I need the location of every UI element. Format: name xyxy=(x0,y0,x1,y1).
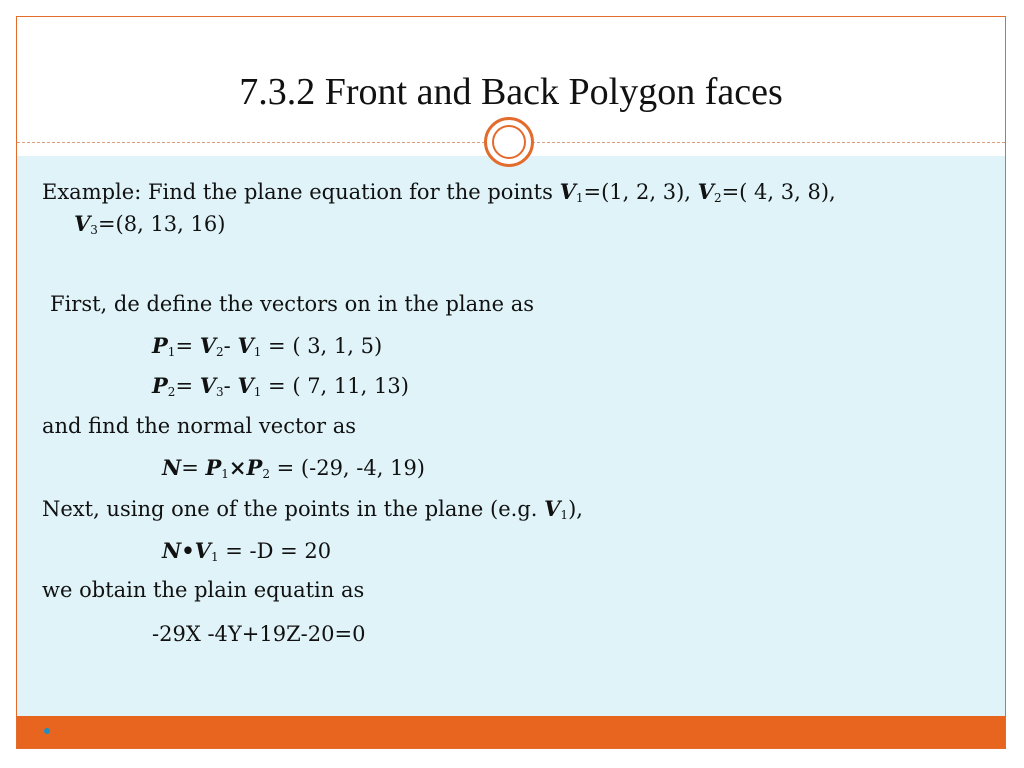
v2-subscript: 2 xyxy=(713,191,722,205)
v1-subscript: 1 xyxy=(575,191,584,205)
example-line xyxy=(42,178,836,206)
v3-subscript: 3 xyxy=(90,223,98,237)
next-line xyxy=(42,495,583,523)
p1-lhs-subscript: 1 xyxy=(167,345,176,359)
circle-ornament-inner xyxy=(492,125,526,159)
dot-equation xyxy=(162,537,331,565)
p2-eq: = xyxy=(175,374,200,398)
normal-a-symbol: P xyxy=(205,455,222,480)
v3-symbol: V xyxy=(74,211,91,236)
next-symbol: V xyxy=(544,496,561,521)
p1-eq: = xyxy=(175,334,200,358)
v1-symbol: V xyxy=(559,179,576,204)
normal-b-subscript: 2 xyxy=(262,467,270,481)
p2-a-symbol: V xyxy=(199,373,217,398)
p1-result: = ( 3, 1, 5) xyxy=(261,334,383,358)
dot-result: = -D = 20 xyxy=(218,539,332,563)
p2-b-symbol: V xyxy=(237,373,254,398)
p2-lhs-subscript: 2 xyxy=(167,385,176,399)
v2-value: =( 4, 3, 8), xyxy=(721,180,836,204)
p2-lhs-symbol: P xyxy=(152,373,168,398)
p1-minus: - xyxy=(223,334,238,358)
p1-a-symbol: V xyxy=(199,333,217,358)
v2-symbol: V xyxy=(697,179,714,204)
normal-cross: × xyxy=(228,455,247,480)
normal-a-subscript: 1 xyxy=(221,467,229,481)
p1-lhs-symbol: P xyxy=(152,333,168,358)
normal-lhs-symbol: N xyxy=(162,455,182,480)
p2-equation xyxy=(152,372,409,400)
p2-a-subscript: 3 xyxy=(216,385,224,399)
p1-equation xyxy=(152,332,382,360)
p1-a-subscript: 2 xyxy=(216,345,224,359)
normal-equation xyxy=(162,454,425,482)
p1-b-subscript: 1 xyxy=(253,345,262,359)
dot-b-symbol: V xyxy=(194,538,211,563)
normal-result: = (-29, -4, 19) xyxy=(269,456,425,480)
v3-value: =(8, 13, 16) xyxy=(97,212,226,236)
next-subscript: 1 xyxy=(560,508,569,522)
v3-line xyxy=(74,210,225,238)
final-equation: -29X -4Y+19Z-20=0 xyxy=(152,622,366,646)
normal-b-symbol: P xyxy=(246,455,263,480)
bullet-dot-icon xyxy=(44,728,50,734)
p1-b-symbol: V xyxy=(237,333,254,358)
p2-result: = ( 7, 11, 13) xyxy=(261,374,409,398)
v1-value: =(1, 2, 3), xyxy=(583,180,698,204)
obtain-line: we obtain the plain equatin as xyxy=(42,578,365,602)
dot-operator: • xyxy=(181,538,195,563)
next-prefix: Next, using one of the points in the plane (e.g. xyxy=(42,497,545,521)
dot-a-symbol: N xyxy=(162,538,182,563)
example-prefix: Example: Find the plane equation for the points xyxy=(42,180,560,204)
normal-intro-line: and find the normal vector as xyxy=(42,414,357,438)
circle-ornament-icon xyxy=(484,117,534,167)
next-suffix: ), xyxy=(568,497,583,521)
p2-minus: - xyxy=(223,374,238,398)
footer-bar xyxy=(17,716,1005,748)
dot-b-subscript: 1 xyxy=(210,550,219,564)
slide-title: 7.3.2 Front and Back Polygon faces xyxy=(239,71,783,113)
normal-eq: = xyxy=(181,456,206,480)
first-line: First, de define the vectors on in the plane as xyxy=(50,292,535,316)
p2-b-subscript: 1 xyxy=(253,385,262,399)
